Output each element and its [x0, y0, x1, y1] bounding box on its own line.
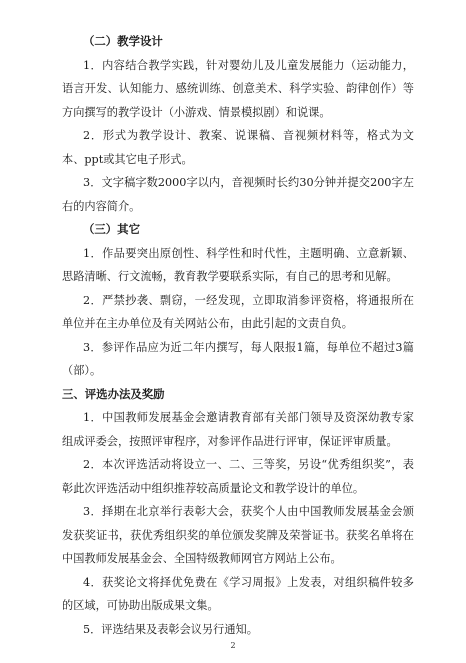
paragraph: 4．获奖论文将择优免费在《学习周报》上发表，对组织稿件较多的区域，可协助出版成果文集。: [62, 575, 414, 612]
paragraph: 2．本次评选活动将设立一、二、三等奖，另设“优秀组织奖”，表彰此次评选活动中组织推荐较高质量论文和教学设计的单位。: [62, 458, 414, 495]
paragraph: 1．内容结合教学实践，针对婴幼儿及儿童发展能力（运动能力，语言开发、认知能力、感统训练、创意美术、科学实验、韵律创作）等方向撰写的教学设计（小游戏、情景模拟剧）和说课。: [62, 58, 414, 119]
paragraph: 3．文字稿字数2000字以内，音视频时长约30分钟并提交200字左右的内容简介。: [62, 176, 414, 213]
document-body: [62, 30, 414, 641]
paragraph: 1．中国教师发展基金会邀请教育部有关部门领导及资深幼教专家组成评委会，按照评审程序，对参评作品进行评审，保证评审质量。: [62, 411, 414, 448]
paragraph: 1．作品要突出原创性、科学性和时代性，主题明确、立意新颖、思路清晰、行文流畅，教育教学要联系实际，有自己的思考和见解。: [62, 246, 414, 283]
paragraph: 2．严禁抄袭、剽窃，一经发现，立即取消参评资格，将通报所在单位并在主办单位及有关网站公布，由此引起的文责自负。: [62, 293, 414, 330]
paragraph: 3．参评作品应为近二年内撰写，每人限报1篇，每单位不超过3篇（部）。: [62, 340, 414, 377]
section-heading: 三、评选办法及奖励: [62, 386, 165, 401]
section-heading: （二）教学设计: [83, 34, 163, 48]
page-number: 2: [230, 641, 236, 650]
paragraph: 5．评选结果及表彰会议另行通知。: [83, 622, 258, 636]
paragraph: 2．形式为教学设计、教案、说课稿、音视频材料等，格式为文本、ppt或其它电子形式。: [62, 129, 414, 166]
paragraph: 3．择期在北京举行表彰大会，获奖个人由中国教师发展基金会颁发获奖证书，获优秀组织奖的单位颁发奖牌及荣誉证书。获奖名单将在中国教师发展基金会、全国特级教师网官方网站上公布。: [62, 505, 414, 565]
section-heading: （三）其它: [83, 222, 140, 236]
